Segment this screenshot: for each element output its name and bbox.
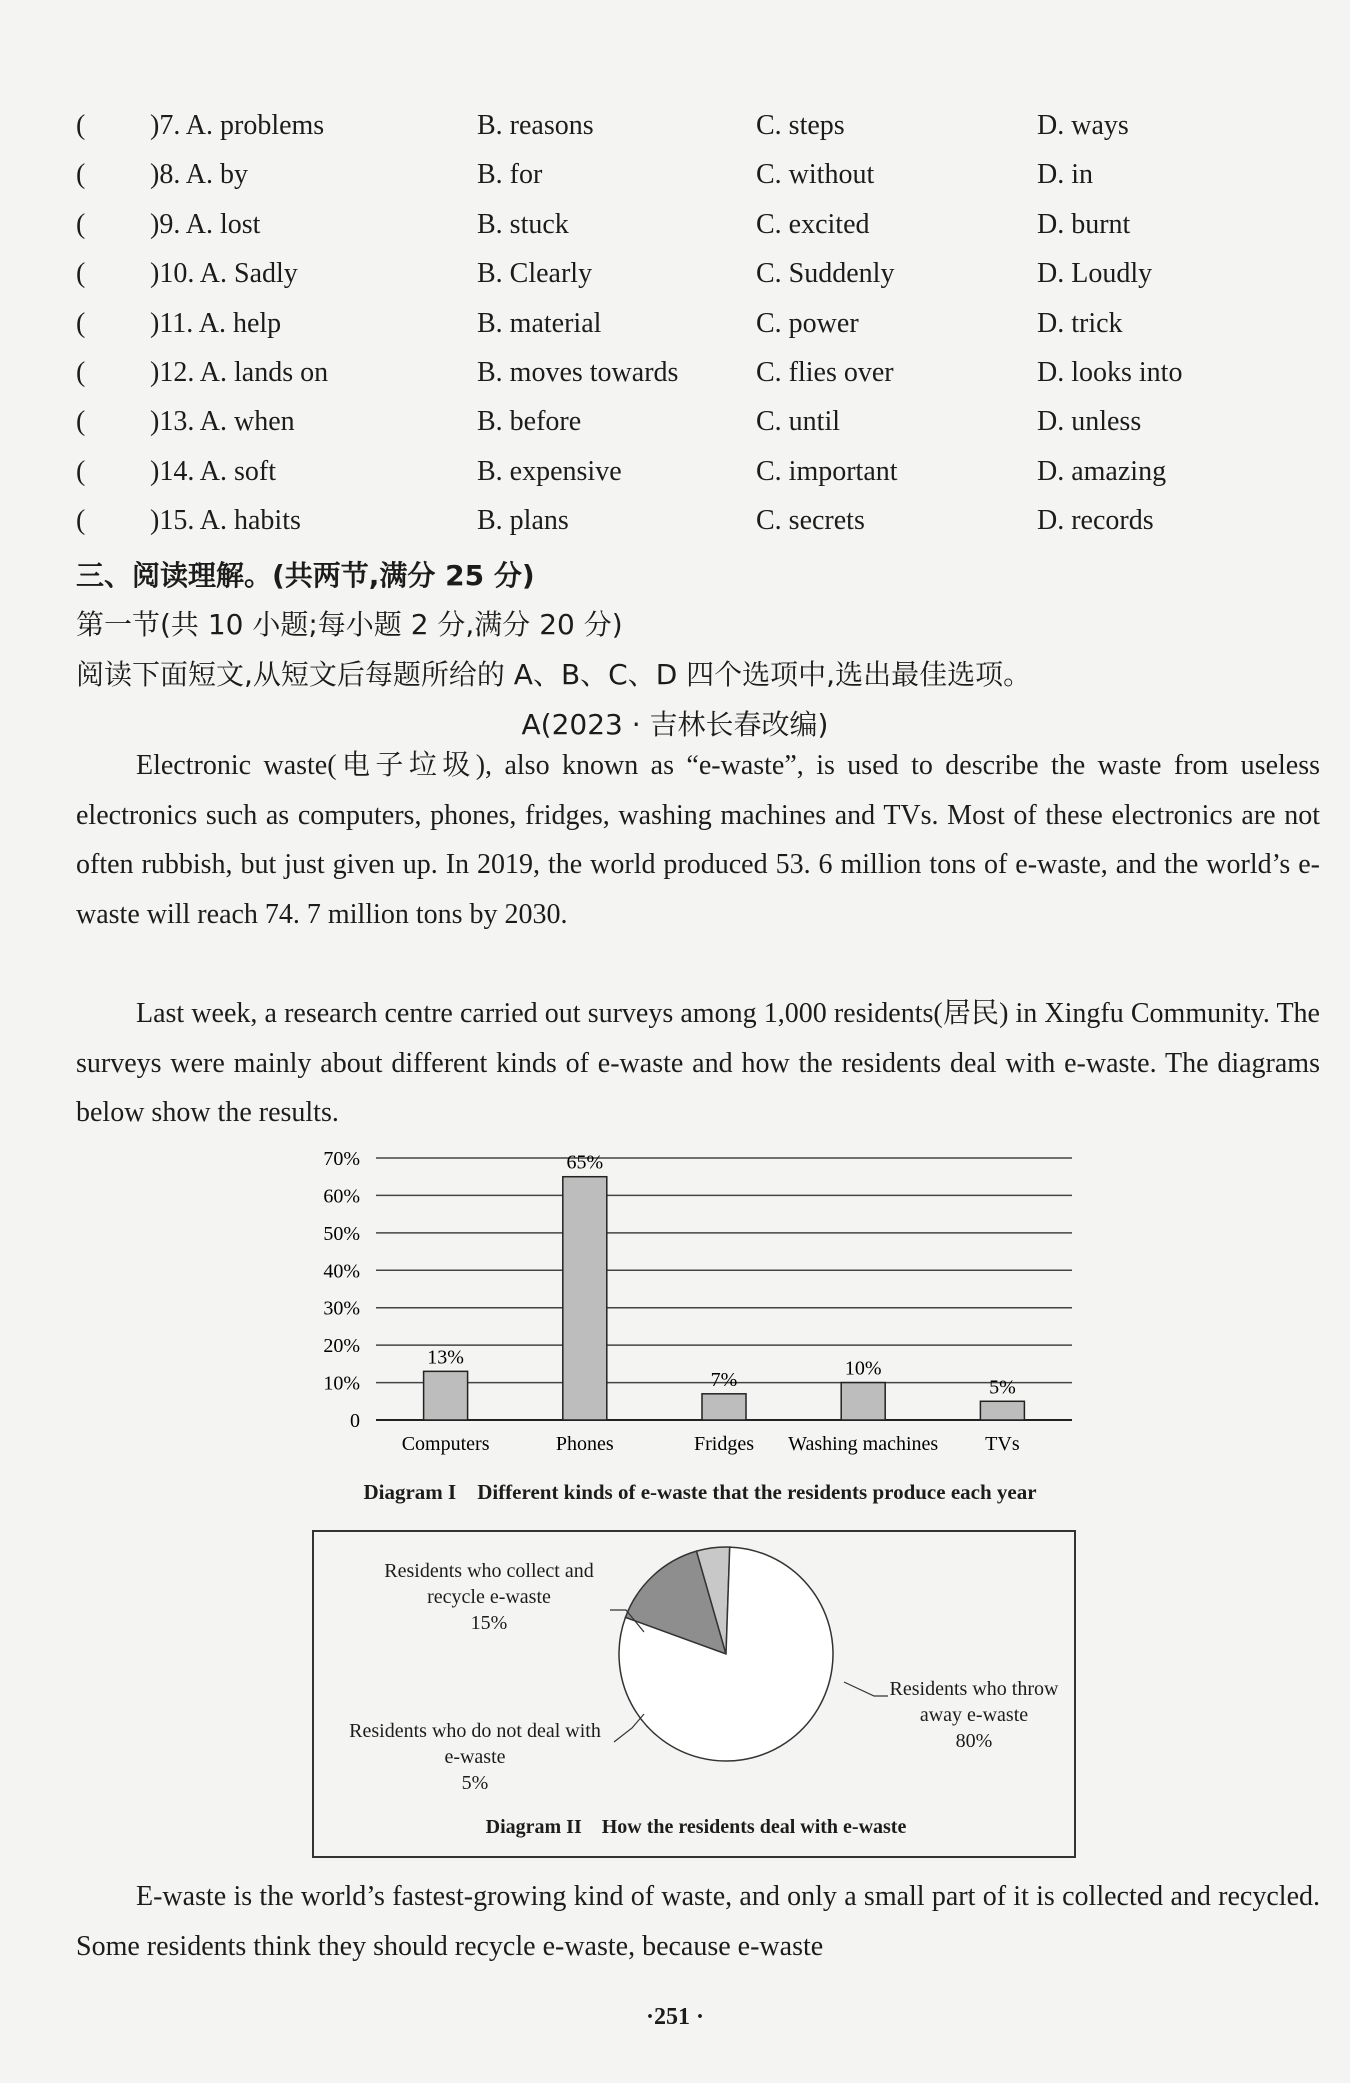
subsection-heading: 第一节(共 10 小题;每小题 2 分,满分 20 分) xyxy=(76,608,623,641)
option-d: D. unless xyxy=(1037,406,1142,438)
question-row xyxy=(0,353,1350,393)
y-tick-label: 40% xyxy=(323,1260,360,1283)
option-a: )15. A. habits xyxy=(150,505,301,537)
passage-title: A(2023 · 吉林长春改编) xyxy=(521,708,829,741)
option-c: C. Suddenly xyxy=(756,258,895,290)
option-c: C. flies over xyxy=(756,357,894,388)
diagram-1-caption: Diagram I Different kinds of e-waste that the residents produce each year xyxy=(363,1480,1037,1504)
paragraph-1-text: Electronic waste(电子垃圾), also known as “e-waste”, is used to describe the waste from useless electronics such as computers, phones, fridges, washing machines and TVs. Most of these electronics are not often rubbish, but just given up. In 2019, the world produced 53. 6 million tons of e-waste, and the world’s e-waste will reach 74. 7 million tons by 2030. xyxy=(76,750,1320,930)
bar-value-label: 10% xyxy=(844,1357,882,1380)
pie-label-no-deal xyxy=(320,1718,630,1796)
answer-bracket: ( xyxy=(76,307,86,339)
paragraph-2 xyxy=(76,989,1320,1138)
pie-chart-box xyxy=(312,1530,1076,1858)
option-b: B. for xyxy=(477,159,543,191)
pie-label-no-deal-line1: Residents who do not deal with xyxy=(349,1720,601,1742)
pie-label-throw-line2: away e-waste xyxy=(919,1704,1029,1726)
pie-label-throw-pct: 80% xyxy=(955,1730,993,1752)
paragraph-3 xyxy=(76,1872,1320,1971)
question-row xyxy=(0,155,1350,195)
option-c: C. excited xyxy=(756,208,870,240)
option-b: B. stuck xyxy=(477,208,569,240)
option-d: D. burnt xyxy=(1037,208,1131,240)
bar-washing-machines xyxy=(841,1383,885,1420)
option-d: D. amazing xyxy=(1037,455,1167,487)
paragraph-1 xyxy=(76,741,1320,939)
y-tick-label: 20% xyxy=(323,1335,360,1358)
answer-bracket: ( xyxy=(76,208,86,240)
question-row xyxy=(0,452,1350,492)
option-a: )13. A. when xyxy=(150,406,295,438)
option-b: B. material xyxy=(477,307,602,339)
question-row xyxy=(0,205,1350,245)
option-d: D. ways xyxy=(1037,110,1129,141)
pie-label-throw xyxy=(874,1676,1074,1754)
option-b: B. expensive xyxy=(477,455,622,487)
option-c: C. without xyxy=(756,159,875,191)
bar-value-label: 7% xyxy=(710,1368,738,1391)
answer-bracket: ( xyxy=(76,110,86,141)
paragraph-3-text: E-waste is the world’s fastest-growing kind of waste, and only a small part of it is collected and recycled. Some residents think they should recycle e-waste, because e-waste xyxy=(76,1881,1320,1962)
pie-label-collect-pct: 15% xyxy=(470,1612,508,1634)
option-d: D. trick xyxy=(1037,307,1123,339)
question-row xyxy=(0,501,1350,541)
pie-label-no-deal-line2: e-waste xyxy=(444,1746,506,1768)
question-row xyxy=(0,402,1350,442)
pie-label-no-deal-pct: 5% xyxy=(461,1772,489,1794)
bar-tvs xyxy=(980,1401,1024,1420)
instruction-text: 阅读下面短文,从短文后每题所给的 A、B、C、D 四个选项中,选出最佳选项。 xyxy=(76,658,1032,691)
y-tick-label: 30% xyxy=(323,1297,360,1320)
bar-chart-svg xyxy=(300,1140,1100,1480)
option-b: B. plans xyxy=(477,505,569,537)
option-b: B. Clearly xyxy=(477,258,593,290)
option-a: )9. A. lost xyxy=(150,208,261,240)
x-category-label: Computers xyxy=(401,1433,490,1455)
option-a: )14. A. soft xyxy=(150,455,276,487)
option-b: B. before xyxy=(477,406,582,438)
answer-bracket: ( xyxy=(76,159,86,191)
paragraph-2-text: Last week, a research centre carried out surveys among 1,000 residents(居民) in Xingfu Community. The surveys were mainly about different kinds of e-waste and how the residents deal with e-waste. The diagrams below show the results. xyxy=(76,998,1320,1128)
option-a: )10. A. Sadly xyxy=(150,258,298,290)
section-heading: 三、阅读理解。(共两节,满分 25 分) xyxy=(76,559,535,592)
pie-label-throw-line1: Residents who throw xyxy=(889,1678,1059,1700)
option-c: C. power xyxy=(756,307,859,339)
answer-bracket: ( xyxy=(76,258,86,290)
pie-label-collect-line1: Residents who collect and xyxy=(384,1560,594,1582)
page-number: ·251 · xyxy=(645,2004,704,2030)
bar-fridges xyxy=(702,1394,746,1420)
bar-computers xyxy=(424,1371,468,1420)
y-tick-label: 70% xyxy=(323,1148,360,1170)
x-category-label: TVs xyxy=(985,1433,1020,1455)
y-tick-label: 60% xyxy=(323,1185,360,1208)
option-a: )11. A. help xyxy=(150,307,282,339)
bar-chart-diagram-1 xyxy=(300,1140,1100,1510)
option-d: D. in xyxy=(1037,159,1093,191)
option-c: C. important xyxy=(756,455,898,487)
option-b: B. reasons xyxy=(477,110,594,141)
option-c: C. secrets xyxy=(756,505,865,537)
x-category-label: Washing machines xyxy=(788,1433,939,1455)
bar-value-label: 5% xyxy=(989,1376,1016,1399)
y-tick-label: 10% xyxy=(323,1372,360,1395)
option-a: )12. A. lands on xyxy=(150,357,329,388)
question-row xyxy=(0,254,1350,294)
x-category-label: Phones xyxy=(555,1433,614,1455)
y-tick-label: 50% xyxy=(323,1222,360,1245)
bar-phones xyxy=(563,1177,607,1420)
pie-label-collect-line2: recycle e-waste xyxy=(427,1586,551,1608)
diagram-2-caption: Diagram II How the residents deal with e-waste xyxy=(485,1816,907,1838)
x-category-label: Fridges xyxy=(694,1433,754,1455)
bar-value-label: 13% xyxy=(427,1346,464,1369)
option-d: D. Loudly xyxy=(1037,258,1153,290)
option-a: )8. A. by xyxy=(150,159,248,191)
answer-bracket: ( xyxy=(76,406,86,438)
question-row xyxy=(0,106,1350,146)
pie-label-collect xyxy=(344,1558,634,1636)
answer-bracket: ( xyxy=(76,357,86,388)
answer-bracket: ( xyxy=(76,455,86,487)
bar-value-label: 65% xyxy=(566,1151,604,1174)
option-c: C. until xyxy=(756,406,841,438)
option-b: B. moves towards xyxy=(477,357,679,388)
answer-bracket: ( xyxy=(76,505,86,537)
option-d: D. records xyxy=(1037,505,1154,537)
y-tick-label: 0 xyxy=(350,1410,360,1432)
option-a: )7. A. problems xyxy=(150,110,325,141)
option-d: D. looks into xyxy=(1037,357,1183,388)
option-c: C. steps xyxy=(756,110,845,141)
question-row xyxy=(0,304,1350,344)
